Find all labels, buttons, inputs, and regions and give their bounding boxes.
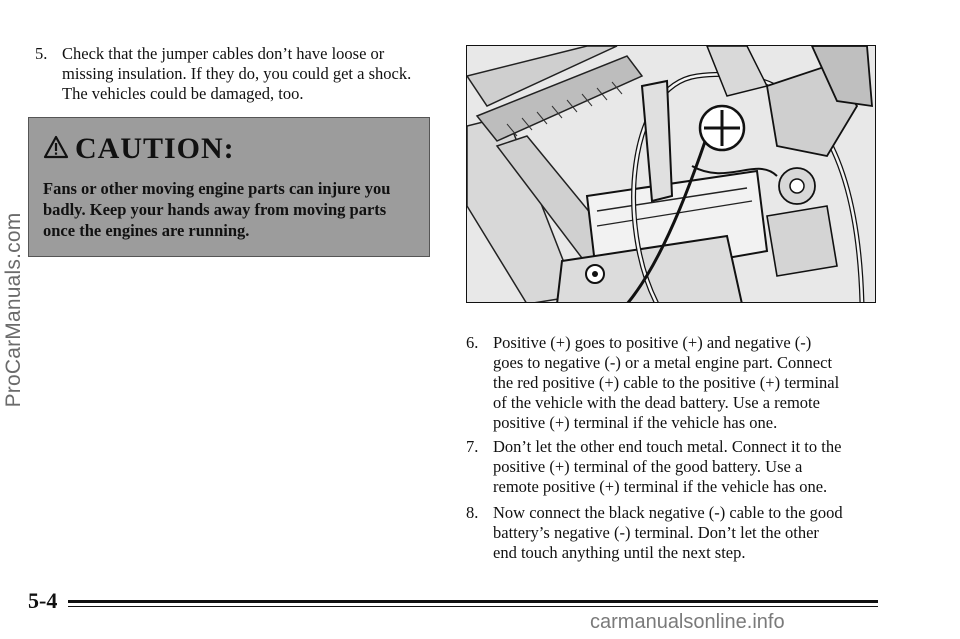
caution-title: CAUTION: (75, 132, 235, 165)
step-6-line: goes to negative (-) or a metal engine part. Connect (493, 353, 833, 372)
step-8-line: Now connect the black negative (-) cable to the good (493, 503, 843, 522)
warning-triangle-icon (43, 135, 69, 159)
step-6-line: of the vehicle with the dead battery. Use a remote (493, 393, 820, 412)
step-7 (466, 437, 886, 499)
engine-illustration-graphic (467, 46, 876, 303)
watermark-bottom: carmanualsonline.info (590, 611, 785, 633)
step-8 (466, 503, 886, 565)
step-5-line: missing insulation. If they do, you could get a shock. (62, 64, 412, 83)
step-6-line: positive (+) terminal if the vehicle has one. (493, 413, 778, 432)
step-8-text (493, 503, 843, 563)
watermark-side-text: ProCarManuals.com (2, 212, 25, 408)
step-8-line: battery’s negative (-) terminal. Don’t let the other (493, 523, 819, 542)
caution-line: Fans or other moving engine parts can injure you (43, 179, 391, 198)
step-5-line: The vehicles could be damaged, too. (62, 84, 304, 103)
caution-line: once the engines are running. (43, 221, 250, 240)
watermark-side (2, 170, 24, 450)
caution-box (28, 117, 430, 257)
step-8-line: end touch anything until the next step. (493, 543, 746, 562)
step-5 (35, 44, 455, 108)
engine-battery-illustration (466, 45, 876, 303)
step-8-number: 8. (466, 503, 479, 522)
step-6-number: 6. (466, 333, 479, 352)
step-7-line: positive (+) terminal of the good battery. Use a (493, 457, 803, 476)
step-7-number: 7. (466, 437, 479, 456)
step-7-text (493, 437, 841, 497)
step-7-line: Don’t let the other end touch metal. Connect it to the (493, 437, 842, 456)
step-6-line: Positive (+) goes to positive (+) and negative (-) (493, 333, 812, 352)
step-5-number: 5. (35, 44, 48, 63)
caution-line: badly. Keep your hands away from moving parts (43, 200, 387, 219)
step-6-line: the red positive (+) cable to the positive (+) terminal (493, 373, 840, 392)
footer-rule-thin (68, 606, 878, 607)
step-6 (466, 333, 886, 435)
step-7-line: remote positive (+) terminal if the vehicle has one. (493, 477, 828, 496)
caution-text (43, 178, 423, 241)
step-5-line: Check that the jumper cables don’t have loose or (62, 44, 385, 63)
step-5-text (62, 44, 411, 104)
page-number: 5-4 (28, 588, 58, 613)
step-6-text (493, 333, 839, 433)
footer-rule-thick (68, 600, 878, 603)
